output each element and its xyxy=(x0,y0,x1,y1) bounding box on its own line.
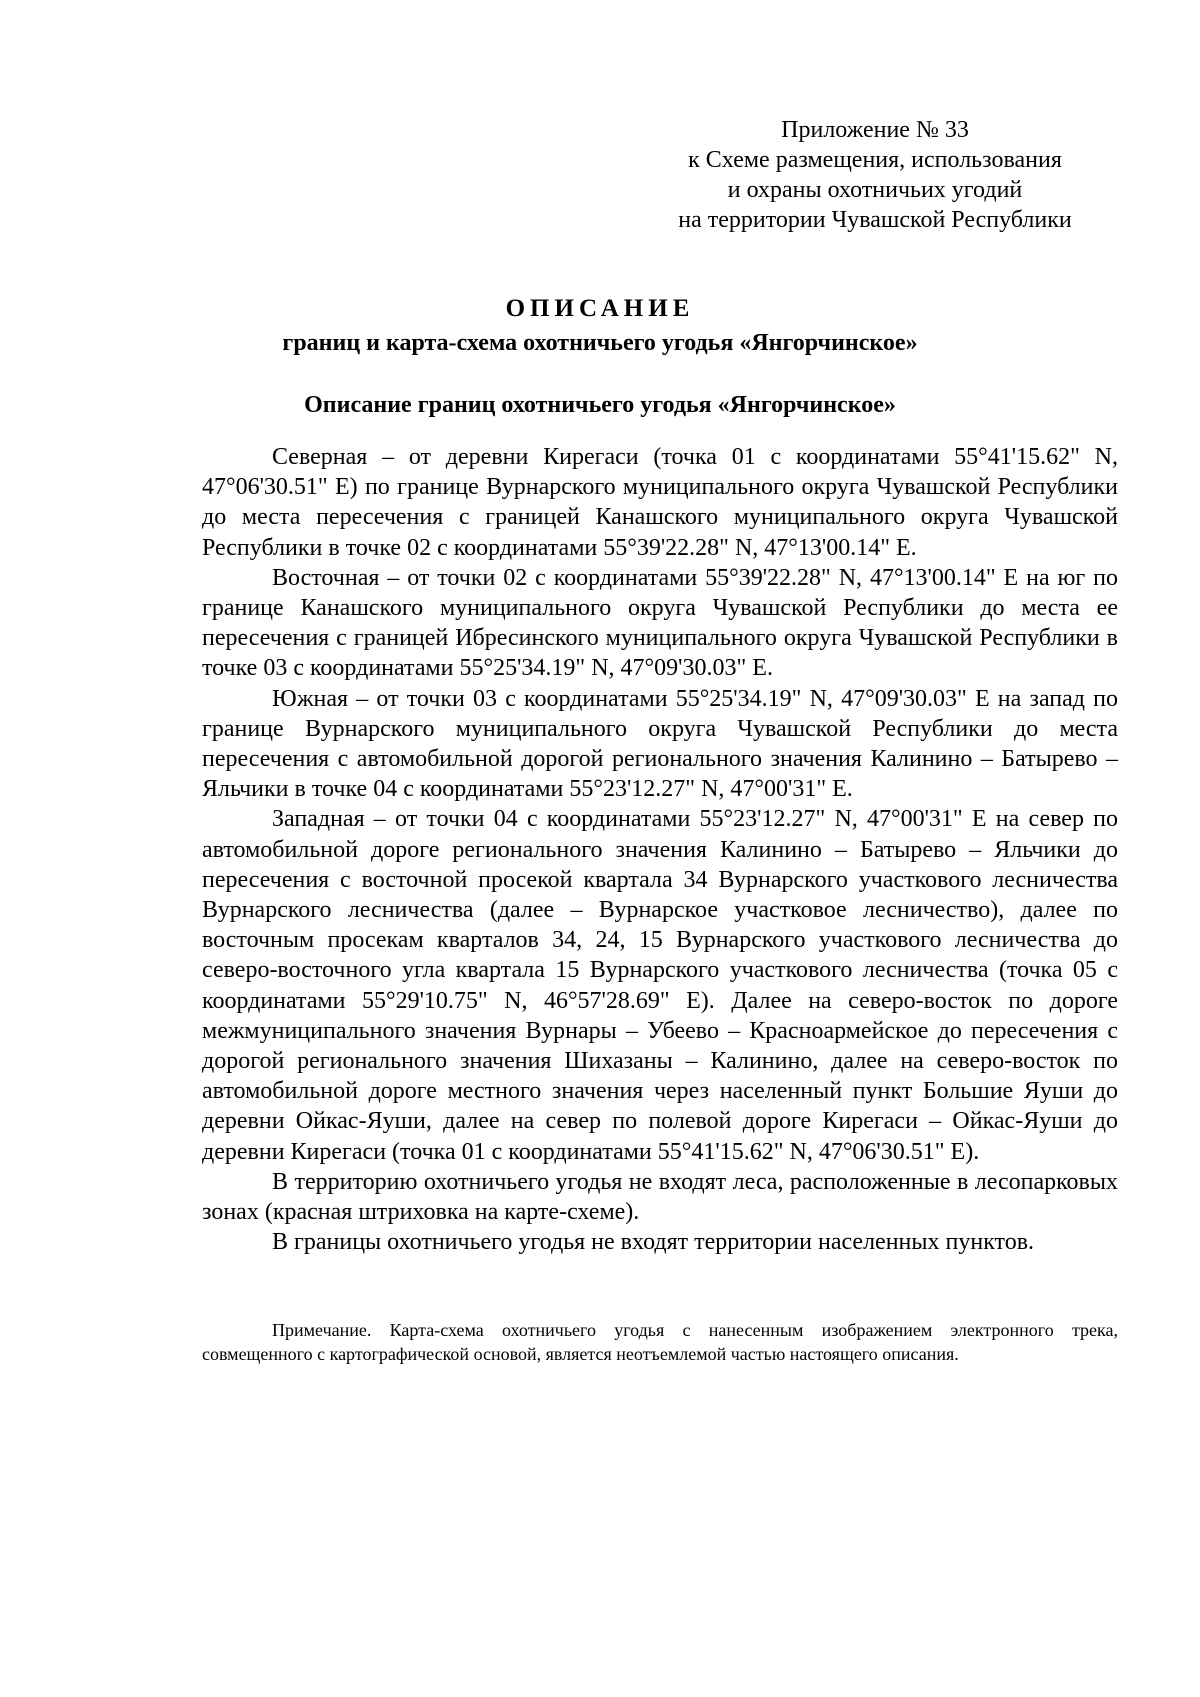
appendix-line: на территории Чувашской Республики xyxy=(678,207,1072,233)
appendix-line: к Схеме размещения, использования xyxy=(688,147,1062,173)
body-text xyxy=(202,442,1118,1257)
paragraph-north: Северная – от деревни Кирегаси (точка 01 с координатами 55°41'15.62" N, 47°06'30.51" E) по границе Вурнарского муниципального округа Чувашской Республики до места пересечения с границей Канашского муниципального округа Чувашской Республики в точке 02 с координатами 55°39'22.28" N, 47°13'00.14" E. xyxy=(202,444,1118,561)
appendix-line: Приложение № 33 xyxy=(781,117,969,143)
appendix-header xyxy=(640,115,1110,235)
note: Примечание. Карта-схема охотничьего угодья с нанесенным изображением электронного трека, совмещенного с картографической основой, является неотъемлемой частью настоящего описания. xyxy=(202,1320,1118,1364)
document-subtitle: границ и карта-схема охотничьего угодья «Янгорчинское» xyxy=(282,330,918,356)
paragraph-settlements: В границы охотничьего угодья не входят территории населенных пунктов. xyxy=(272,1229,1035,1256)
paragraph-east: Восточная – от точки 02 с координатами 55°39'22.28" N, 47°13'00.14" E на юг по границе Канашского муниципального округа Чувашской Республики до места ее пересечения с границей Ибресинского муниципального округа Чувашской Республики в точке 03 с координатами 55°25'34.19" N, 47°09'30.03" E. xyxy=(202,564,1118,682)
paragraph-forests: В территорию охотничьего угодья не входят леса, расположенные в лесопарковых зонах (красная штриховка на карте-схеме). xyxy=(202,1168,1118,1226)
section-title: Описание границ охотничьего угодья «Янгорчинское» xyxy=(304,392,896,418)
appendix-line: и охраны охотничьих угодий xyxy=(727,177,1023,203)
title-block xyxy=(100,294,1100,358)
paragraph-west: Западная – от точки 04 с координатами 55°23'12.27" N, 47°00'31" E на север по автомобильной дороге регионального значения Калинино – Батырево – Яльчики до пересечения с восточной просекой квартала 34 Вурнарского участкового лесничества Вурнарского лесничества (далее – Вурнарское участковое лесничество), далее по восточным просекам кварталов 34, 24, 15 Вурнарского участкового лесничества до северо-восточного угла квартала 15 Вурнарского участкового лесничества (точка 05 с координатами 55°29'10.75" N, 46°57'28.69" E). Далее на северо-восток по дороге межмуниципального значения Вурнары – Убеево – Красноармейское до пересечения с дорогой регионального значения Шихазаны – Калинино, далее на северо-восток по автомобильной дороге местного значения через населенный пункт Большие Яуши до деревни Ойкас-Яуши, далее на север по полевой дороге Кирегаси – Ойкас-Яуши до деревни Кирегаси (точка 01 с координатами 55°41'15.62" N, 47°06'30.51" E). xyxy=(202,806,1118,1165)
paragraph-south: Южная – от точки 03 с координатами 55°25'34.19" N, 47°09'30.03" E на запад по границе Вурнарского муниципального округа Чувашской Республики до места пересечения с автомобильной дорогой регионального значения Калинино – Батырево – Яльчики в точке 04 с координатами 55°23'12.27" N, 47°00'31" E. xyxy=(202,685,1118,803)
document-title: ОПИСАНИЕ xyxy=(505,295,695,322)
